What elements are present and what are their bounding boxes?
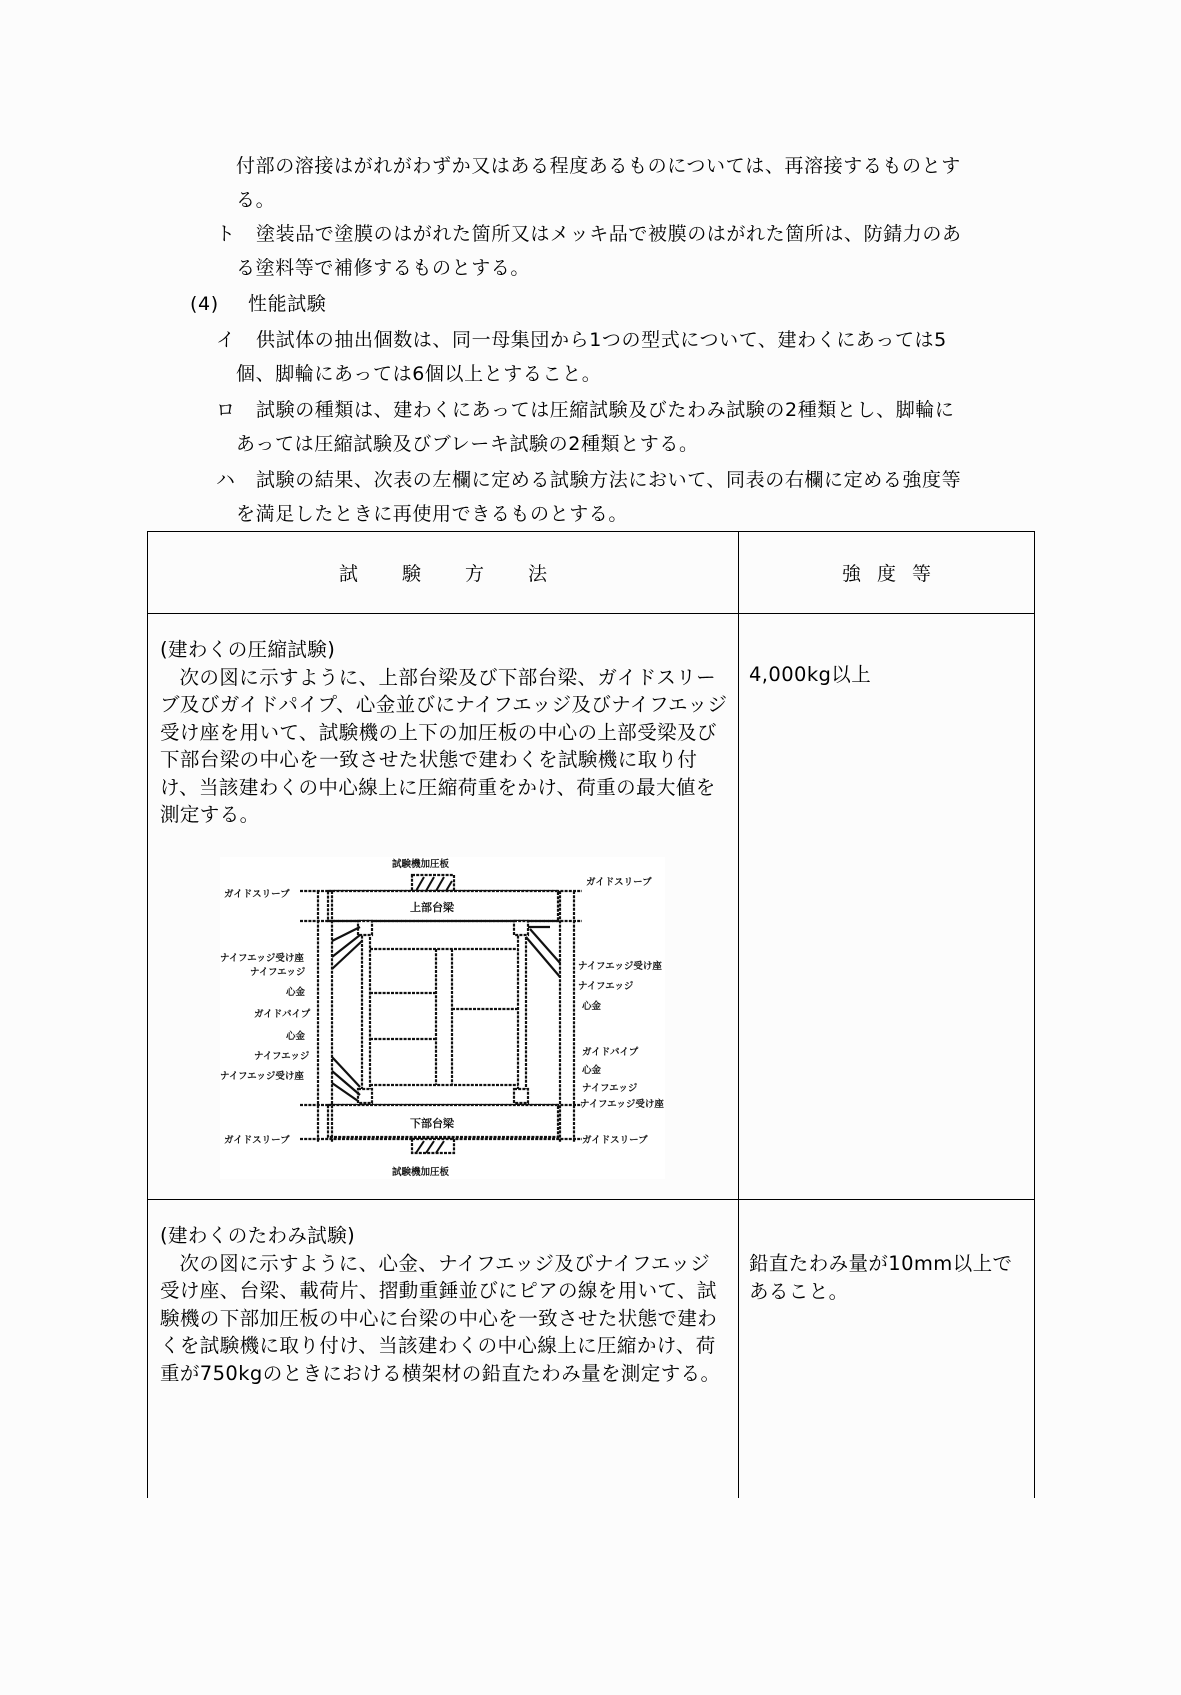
svg-text:下部台梁: 下部台梁 [410, 1116, 454, 1130]
item-ro [216, 398, 955, 422]
svg-text:ナイフエッジ: ナイフエッジ [250, 966, 306, 978]
compression-test-diagram [220, 857, 665, 1179]
header-char: 験 [401, 563, 421, 585]
table-row [148, 1200, 1035, 1498]
frame-compression-diagram-icon [220, 857, 665, 1179]
header-char: 法 [528, 563, 548, 585]
item-text: 試験の種類は、建わくにあっては圧縮試験及びたわみ試験の2種類とし、脚輪に [256, 399, 955, 421]
section-title: 性能試験 [248, 293, 327, 315]
paragraph-continuation-end: る。 [236, 189, 276, 211]
item-text: 塗装品で塗膜のはがれた箇所又はメッキ品で被膜のはがれた箇所は、防錆力のあ [256, 223, 962, 245]
svg-text:ガイドスリーブ: ガイドスリーブ [582, 1134, 648, 1146]
section-heading [190, 292, 326, 316]
svg-text:試験機加圧板: 試験機加圧板 [392, 858, 450, 870]
item-text: 試験の結果、次表の左欄に定める試験方法において、同表の右欄に定める強度等 [256, 469, 962, 491]
header-strength [739, 532, 1035, 614]
item-marker: ハ [216, 469, 236, 491]
svg-text:ガイドスリーブ: ガイドスリーブ [586, 876, 652, 888]
svg-text:ガイドスリーブ: ガイドスリーブ [224, 1134, 290, 1146]
svg-text:ナイフエッジ受け座: ナイフエッジ受け座 [580, 1098, 664, 1110]
item-ha [216, 468, 961, 492]
item-to-cont: る塗料等で補修するものとする。 [236, 257, 531, 279]
table-row [148, 614, 1035, 1200]
svg-text:ナイフエッジ: ナイフエッジ [254, 1050, 310, 1062]
test-method-cell [148, 1200, 739, 1498]
svg-text:ナイフエッジ受け座: ナイフエッジ受け座 [220, 952, 304, 964]
test-title: (建わくの圧縮試験) [160, 638, 336, 661]
test-description: 次の図に示すように、上部台梁及び下部台梁、ガイドスリーブ及びガイドパイプ、心金並びにナイフエッジ及びナイフエッジ受け座を用いて、試験機の上下の加圧板の中心の上部受梁及び下部台梁の中心を一致させた状態で建わくを試験機に取り付け、当該建わくの中心線上に圧縮荷重をかけ、荷重の最大値を測定する。 [160, 665, 728, 826]
item-i [216, 328, 947, 352]
header-char: 度 [876, 563, 896, 585]
svg-text:ナイフエッジ受け座: ナイフエッジ受け座 [220, 1070, 304, 1082]
svg-text:試験機加圧板: 試験機加圧板 [392, 1166, 450, 1178]
svg-text:心金: 心金 [582, 1000, 602, 1012]
svg-text:心金: 心金 [286, 986, 306, 998]
svg-text:上部台梁: 上部台梁 [410, 900, 454, 914]
item-marker: ト [216, 223, 236, 245]
strength-cell [739, 614, 1035, 1200]
svg-text:心金: 心金 [582, 1064, 602, 1076]
item-text: 供試体の抽出個数は、同一母集団から1つの型式について、建わくにあっては5 [256, 329, 947, 351]
svg-text:ナイフエッジ: ナイフエッジ [582, 1082, 638, 1094]
header-test-method [148, 532, 739, 614]
table-header-row [148, 532, 1035, 614]
header-char: 方 [465, 563, 485, 585]
test-method-cell [148, 614, 739, 1200]
item-marker: イ [216, 329, 236, 351]
test-title: (建わくのたわみ試験) [160, 1224, 356, 1247]
svg-text:ガイドスリーブ: ガイドスリーブ [224, 888, 290, 900]
svg-text:ナイフエッジ受け座: ナイフエッジ受け座 [578, 960, 662, 972]
item-i-cont: 個、脚輪にあっては6個以上とすること。 [236, 363, 602, 385]
test-standards-table [147, 531, 1035, 1498]
header-char: 試 [338, 563, 358, 585]
item-ha-cont: を満足したときに再使用できるものとする。 [236, 503, 629, 525]
svg-text:ガイドパイプ: ガイドパイプ [582, 1046, 639, 1058]
item-marker: ロ [216, 399, 236, 421]
paragraph-continuation: 付部の溶接はがれがわずか又はある程度あるものについては、再溶接するものとす [236, 155, 961, 177]
strength-value: 4,000kg以上 [749, 663, 872, 686]
test-description: 次の図に示すように、心金、ナイフエッジ及びナイフエッジ受け座、台梁、載荷片、摺動重錘並びにピアの線を用いて、試験機の下部加圧板の中心に台梁の中心を一致させた状態で建わくを試験機に取り付け、当該建わくの中心線上に圧縮かけ、荷重が750kgのときにおける横架材の鉛直たわみ量を測定する。 [160, 1251, 721, 1385]
item-to [216, 222, 962, 246]
svg-text:ナイフエッジ: ナイフエッジ [578, 980, 634, 992]
svg-text:心金: 心金 [286, 1030, 306, 1042]
svg-text:ガイドパイプ: ガイドパイプ [254, 1008, 311, 1020]
strength-cell [739, 1200, 1035, 1498]
item-ro-cont: あっては圧縮試験及びブレーキ試験の2種類とする。 [236, 433, 699, 455]
header-char: 等 [912, 563, 932, 585]
header-char: 強 [841, 563, 861, 585]
section-number: (4) [190, 293, 219, 315]
strength-value: 鉛直たわみ量が10mm以上であること。 [749, 1252, 1013, 1303]
